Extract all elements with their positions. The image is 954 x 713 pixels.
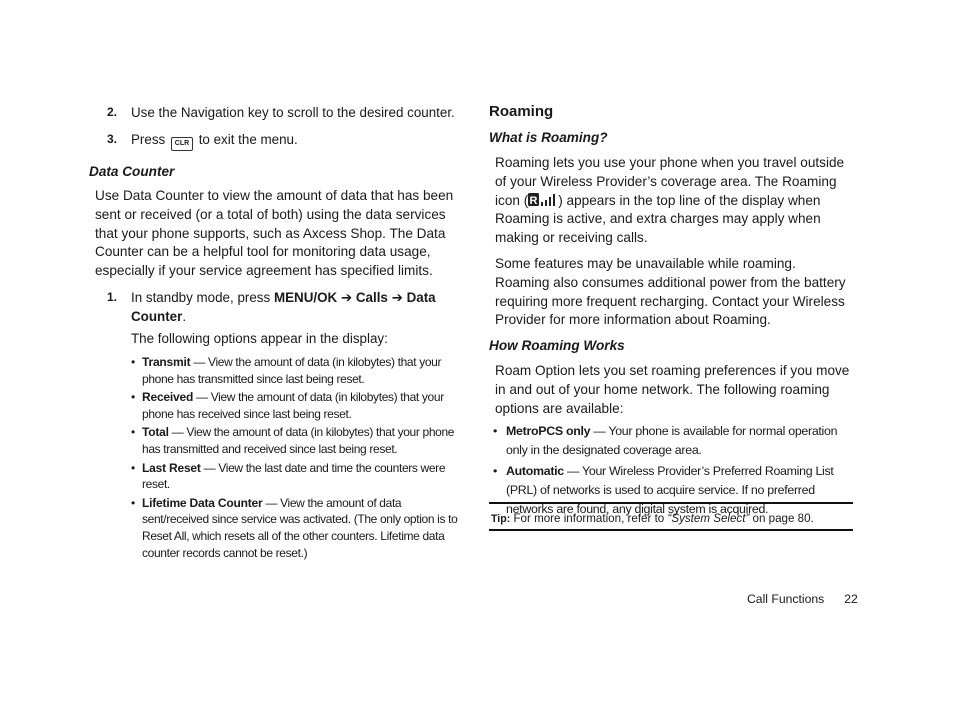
- tip-text: For more information, refer to: [513, 512, 665, 525]
- option-term: Total: [142, 425, 169, 440]
- list-item: • Transmit — View the amount of data (in kilobytes) that your phone has transmitted since last being reset.: [131, 354, 442, 386]
- step-text: In standby mode, press: [131, 289, 271, 305]
- option-desc: — View the amount of data (in kilobytes) that your phone has transmitted since last being reset.: [142, 354, 442, 386]
- step-text: The following options appear in the display:: [131, 330, 388, 346]
- footer-section: Call Functions: [747, 592, 825, 606]
- option-term: Received: [142, 390, 194, 405]
- data-counter-heading: Data Counter: [89, 164, 175, 179]
- data-counter-intro: Use Data Counter to view the amount of data that has been sent or received (or a total of both) using the data services that your phone supports, such as Axcess Shop. The Data Counter can be a helpful tool for monitoring data usage, especially if your service agreement has specified limits.: [95, 188, 454, 279]
- roaming-text: Roaming lets you use your phone when you travel outside of your Wireless Provider’s coverage area. The Roaming icon (: [495, 155, 845, 208]
- option-term: Automatic: [506, 463, 564, 478]
- arrow-icon: ➔: [340, 289, 353, 305]
- period: .: [182, 308, 187, 324]
- tip-label: Tip:: [491, 513, 511, 525]
- roaming-text: ) appears in the top line of the display when Roaming is active, and extra charges may apply when making or receiving calls.: [495, 192, 821, 246]
- option-desc: — Your Wireless Provider’s Preferred Roaming List (PRL) of networks is used to acquire service. If no preferred networks are found, any digital system is acquired.: [506, 463, 834, 516]
- option-desc: — View the last date and time the counters were reset.: [142, 460, 446, 492]
- option-desc: — View the amount of data (in kilobytes) that your phone has transmitted and received since last being reset.: [142, 425, 455, 456]
- option-desc: — View the amount of data sent/received since service was activated. (The only option is to Reset All, which resets all of the other counters. Lifetime data counter records cannot be reset.): [142, 495, 458, 560]
- tip-reference-link[interactable]: “System Select”: [667, 512, 750, 525]
- data-counter-menu-item: Data Counter: [131, 289, 436, 324]
- roaming-heading: Roaming: [489, 103, 554, 120]
- roaming-intro: [489, 154, 853, 248]
- list-item: • Automatic — Your Wireless Provider’s Preferred Roaming List (PRL) of networks is used to acquire service. If no preferred networks are found, any digital system is acquired.: [493, 463, 834, 516]
- roam-option-intro: Roam Option lets you set roaming preferences if you move in and out of your home network. The following roaming options are available:: [495, 363, 850, 416]
- right-column: [489, 100, 853, 519]
- left-column: [89, 100, 461, 561]
- step-2: [89, 103, 461, 122]
- step-3: [89, 130, 461, 151]
- what-is-roaming-heading: What is Roaming?: [489, 130, 608, 145]
- list-item: • MetroPCS only — Your phone is available for normal operation only in the designated coverage area.: [493, 423, 838, 457]
- page-number: 22: [844, 592, 858, 606]
- tip-page: on page 80.: [752, 512, 814, 525]
- step-text: Press: [131, 132, 166, 147]
- option-list: [89, 354, 461, 561]
- step-number: 1.: [107, 289, 118, 304]
- roaming-power-note: Some features may be unavailable while roaming. Roaming also consumes additional power from the battery requiring more frequent recharging. Contact your Wireless Provider for more information about Roaming.: [495, 255, 846, 328]
- menu-ok-key: MENU/OK: [273, 289, 338, 305]
- step-follow-text: [89, 329, 461, 348]
- svg-text:R: R: [529, 194, 538, 207]
- step-1: [89, 288, 461, 326]
- tip-box: [489, 502, 853, 531]
- page-footer: [747, 591, 858, 607]
- clr-key-icon: CLR: [171, 137, 193, 151]
- option-term: Lifetime Data Counter: [142, 495, 263, 510]
- option-desc: — View the amount of data (in kilobytes) that your phone has received since last being reset.: [142, 390, 444, 421]
- calls-menu-item: Calls: [355, 289, 388, 305]
- option-desc: — Your phone is available for normal operation only in the designated coverage area.: [506, 423, 838, 457]
- option-term: Last Reset: [142, 460, 201, 475]
- step-number: 3.: [107, 132, 118, 146]
- option-term: Transmit: [142, 354, 191, 369]
- step-text: Use the Navigation key to scroll to the desired counter.: [131, 105, 455, 120]
- how-roaming-works-heading: How Roaming Works: [489, 338, 625, 354]
- step-number: 2.: [107, 105, 118, 119]
- list-item: • Last Reset — View the last date and time the counters were reset.: [131, 460, 446, 492]
- list-item: • Total — View the amount of data (in kilobytes) that your phone has transmitted and received since last being reset.: [131, 425, 455, 456]
- arrow-icon: ➔: [391, 289, 403, 305]
- list-item: • Lifetime Data Counter — View the amount of data sent/received since service was activated. (The only option is to Reset All, which resets all of the other counters. Lifetime data counter records cannot be reset.): [131, 495, 458, 560]
- list-item: • Received — View the amount of data (in kilobytes) that your phone has received since last being reset.: [131, 390, 444, 421]
- option-term: MetroPCS only: [506, 423, 591, 438]
- step-text: to exit the menu.: [198, 132, 298, 147]
- roaming-icon: [528, 192, 558, 207]
